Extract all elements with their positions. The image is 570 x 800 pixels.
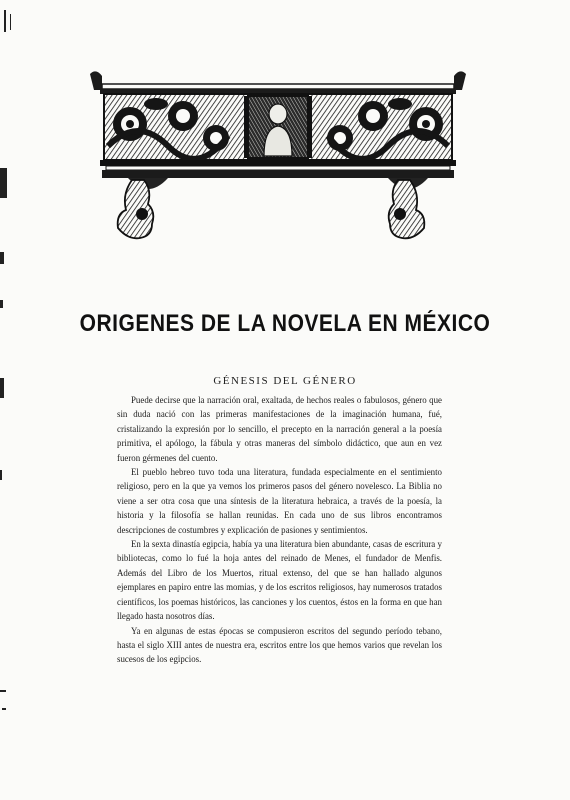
scan-edge-mark (0, 252, 4, 264)
chapter-title: ORIGENES DE LA NOVELA EN MÉXICO (79, 310, 491, 337)
section-heading: GÉNESIS DEL GÉNERO (213, 375, 357, 387)
scan-edge-mark (0, 168, 7, 198)
scan-edge-mark (0, 690, 6, 692)
body-paragraph: El pueblo hebreo tuvo toda una literatura, fundada especialmente en el sentimiento religioso, pero en la que ya vemos los primeros pasos del género novelesco. La Biblia no viene a ser otra cosa que una síntesis de la literatura hebraica, a través de la poesía, la historia y la filosofía se hallan reunidas. En cada uno de sus libros encontramos descripciones de costumbres y explicación de pasiones y sentimientos. (117, 467, 442, 535)
body-text (117, 393, 442, 683)
body-paragraph: Ya en algunas de estas épocas se compusieron escritos del segundo período tebano, hasta el siglo XIII antes de nuestra era, escritos entre los que hemos varios que revelan los sucesos de los egipcios. (117, 625, 442, 665)
scan-edge-mark (0, 470, 2, 480)
scan-edge-mark (0, 300, 3, 308)
body-paragraph: Puede decirse que la narración oral, exaltada, de hechos reales o fabulosos, género que sin duda nació con las primeras manifestaciones de la imaginación humana, fué, cristalizando la expresión por lo sencillo, el precepto en la narración general a la poesía primitiva, el apólogo, la fábula y otras maneras del símbolo didáctico, que aun en vez fueron gérmenes del cuento. (117, 395, 442, 463)
scan-edge-mark (4, 10, 6, 32)
scan-edge-mark (2, 708, 6, 710)
body-paragraph: En la sexta dinastía egipcia, había ya una literatura bien abundante, casas de escritura y bibliotecas, como lo fué la hoja antes del reinado de Menes, el fundador de Menfis. Además del Libro de los Muertos, ritual extenso, del que se han hallado algunos ejemplares en papiro entre las momias, y de los escritos religiosos, hay numerosos tratados científicos, los poemas históricos, las canciones y los cuentos, éstos en la forma en que han llegado hasta nosotros días. (117, 539, 442, 622)
scan-edge-mark (10, 14, 11, 30)
ornamental-header-illustration (88, 66, 468, 242)
